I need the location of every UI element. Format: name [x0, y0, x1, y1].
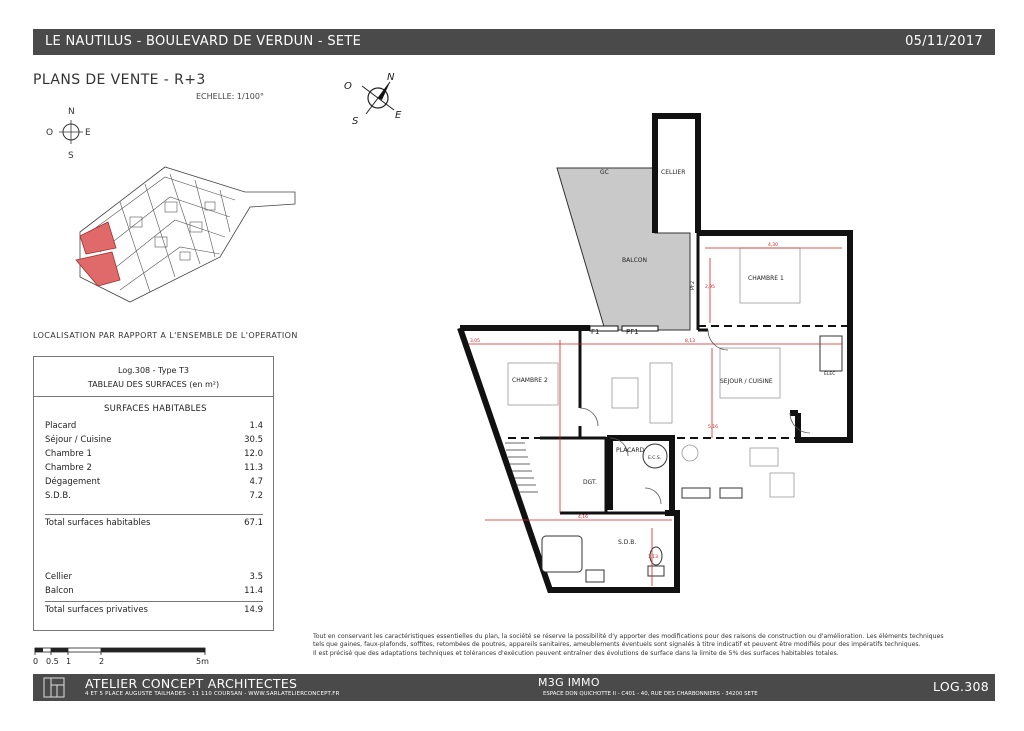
divider	[45, 514, 263, 515]
dimension-label: 3,05	[470, 339, 481, 344]
floor-plan	[450, 108, 860, 598]
bathroom-fixtures	[542, 336, 842, 582]
building-location-minimap	[70, 162, 300, 312]
compass-o-label: O	[46, 128, 54, 138]
room-label-sejour-cuisine: SEJOUR / CUISINE	[720, 378, 773, 385]
surfaces-table	[33, 356, 274, 631]
scale-label: 5m	[196, 657, 209, 666]
table-row: Dégagement 4.7	[45, 477, 263, 487]
scale-label: 1	[66, 657, 72, 666]
compass-e-label: E	[85, 128, 91, 138]
disclaimer-line: Tout en conservant les caractéristiques essentielles du plan, la société se réserve la possibilité d'y apporter des modifications pour des raisons de construction ou d'amélioration. Les éléments techniques	[313, 633, 944, 640]
disclaimer	[313, 633, 993, 658]
doors	[580, 330, 810, 504]
room-label-sdb: S.D.B.	[618, 539, 637, 546]
big-compass-n: N	[387, 72, 395, 83]
table-row: Placard 1.4	[45, 421, 263, 431]
compass-rotated-icon	[338, 70, 408, 130]
compass-n-label: N	[68, 107, 75, 117]
table-title: TABLEAU DES SURFACES (en m²)	[87, 380, 220, 389]
room-label-placard: PLACARD	[616, 447, 645, 454]
architect-address: 4 ET 5 PLACE AUGUSTE TAILHADES - 11 110 COURSAN - WWW.SARLATELIERCONCEPT.FR	[85, 691, 340, 697]
label-ecs: E.C.S.	[648, 456, 662, 461]
scale-label: 2	[99, 657, 105, 666]
dimension-label: 5,16	[708, 425, 719, 430]
section-title: SURFACES HABITABLES	[104, 404, 207, 414]
disclaimer-line: tels que gaines, faux-plafonds, soffites, retombées de poutres, appareils sanitaires, ameublements éventuels sont signalés à titre indicatif et peuvent être modifiés pour des impératifs techniques.	[313, 641, 921, 649]
window-label-pf1: PF1	[626, 328, 639, 336]
scale-label: 0	[33, 657, 39, 666]
label-gc: GC	[600, 169, 609, 176]
big-compass-o: O	[344, 81, 352, 92]
room-label-chambre-1: CHAMBRE 1	[748, 275, 784, 282]
table-row: Cellier 3.5	[45, 572, 263, 582]
scale-bar	[33, 647, 213, 667]
surfaces-header	[34, 357, 273, 397]
table-row: Séjour / Cuisine 30.5	[45, 435, 263, 445]
disclaimer-line: Il est précisé que des adaptations techniques et tolérances d'exécution peuvent entraîner des évolutions de surface dans la limite de 5% des surfaces habitables totales.	[313, 649, 839, 657]
table-row: Balcon 11.4	[45, 586, 263, 596]
project-title: LE NAUTILUS - BOULEVARD DE VERDUN - SETE	[45, 34, 362, 49]
window-label-f1: F1	[591, 328, 600, 336]
total-private-row: Total surfaces privatives 14.9	[45, 605, 263, 615]
dimension-label: 8,13	[685, 339, 696, 344]
divider	[45, 601, 263, 602]
label-elec: ELEC	[824, 372, 836, 377]
room-label-balcon: BALCON	[622, 257, 647, 264]
dimension-label: 2,95	[705, 285, 716, 290]
big-compass-s: S	[352, 116, 359, 127]
table-row: Chambre 2 11.3	[45, 463, 263, 473]
document-date: 05/11/2017	[905, 34, 983, 49]
scale-text: ECHELLE: 1/100°	[196, 92, 264, 101]
room-label-dgt: DGT.	[583, 479, 597, 486]
table-row: Chambre 1 12.0	[45, 449, 263, 459]
dimension-label: 1,13	[648, 555, 659, 560]
log-reference: LOG.308	[933, 679, 989, 694]
big-compass-e: E	[395, 110, 402, 121]
total-habitable-row: Total surfaces habitables 67.1	[45, 518, 263, 528]
balcony-area	[557, 168, 690, 330]
architect-name: ATELIER CONCEPT ARCHITECTES	[85, 676, 298, 691]
architect-logo-icon	[43, 677, 65, 698]
compass-s-label: S	[68, 151, 74, 160]
header-bar	[33, 29, 995, 55]
footer-bar	[33, 674, 995, 701]
scale-label: 0.5	[46, 657, 59, 666]
room-label-cellier: CELLIER	[661, 169, 686, 176]
promoter-address: ESPACE DON QUICHOTTE II - C401 - 40, RUE DES CHARBONNIERS - 34200 SETE	[543, 691, 758, 697]
dimension-label: 4,16	[578, 515, 589, 520]
room-label-chambre-2: CHAMBRE 2	[512, 377, 548, 384]
promoter-name: M3G IMMO	[538, 676, 600, 689]
dimension-label: 4,30	[768, 243, 779, 248]
window-label-pf2: PF2	[690, 280, 696, 290]
localisation-label: LOCALISATION PAR RAPPORT A L'ENSEMBLE DE L'OPERATION	[33, 331, 298, 340]
plan-title: PLANS DE VENTE - R+3	[33, 72, 206, 88]
log-type: Log.308 - Type T3	[118, 366, 189, 375]
table-row: S.D.B. 7.2	[45, 491, 263, 501]
compass-small-icon	[44, 104, 94, 160]
